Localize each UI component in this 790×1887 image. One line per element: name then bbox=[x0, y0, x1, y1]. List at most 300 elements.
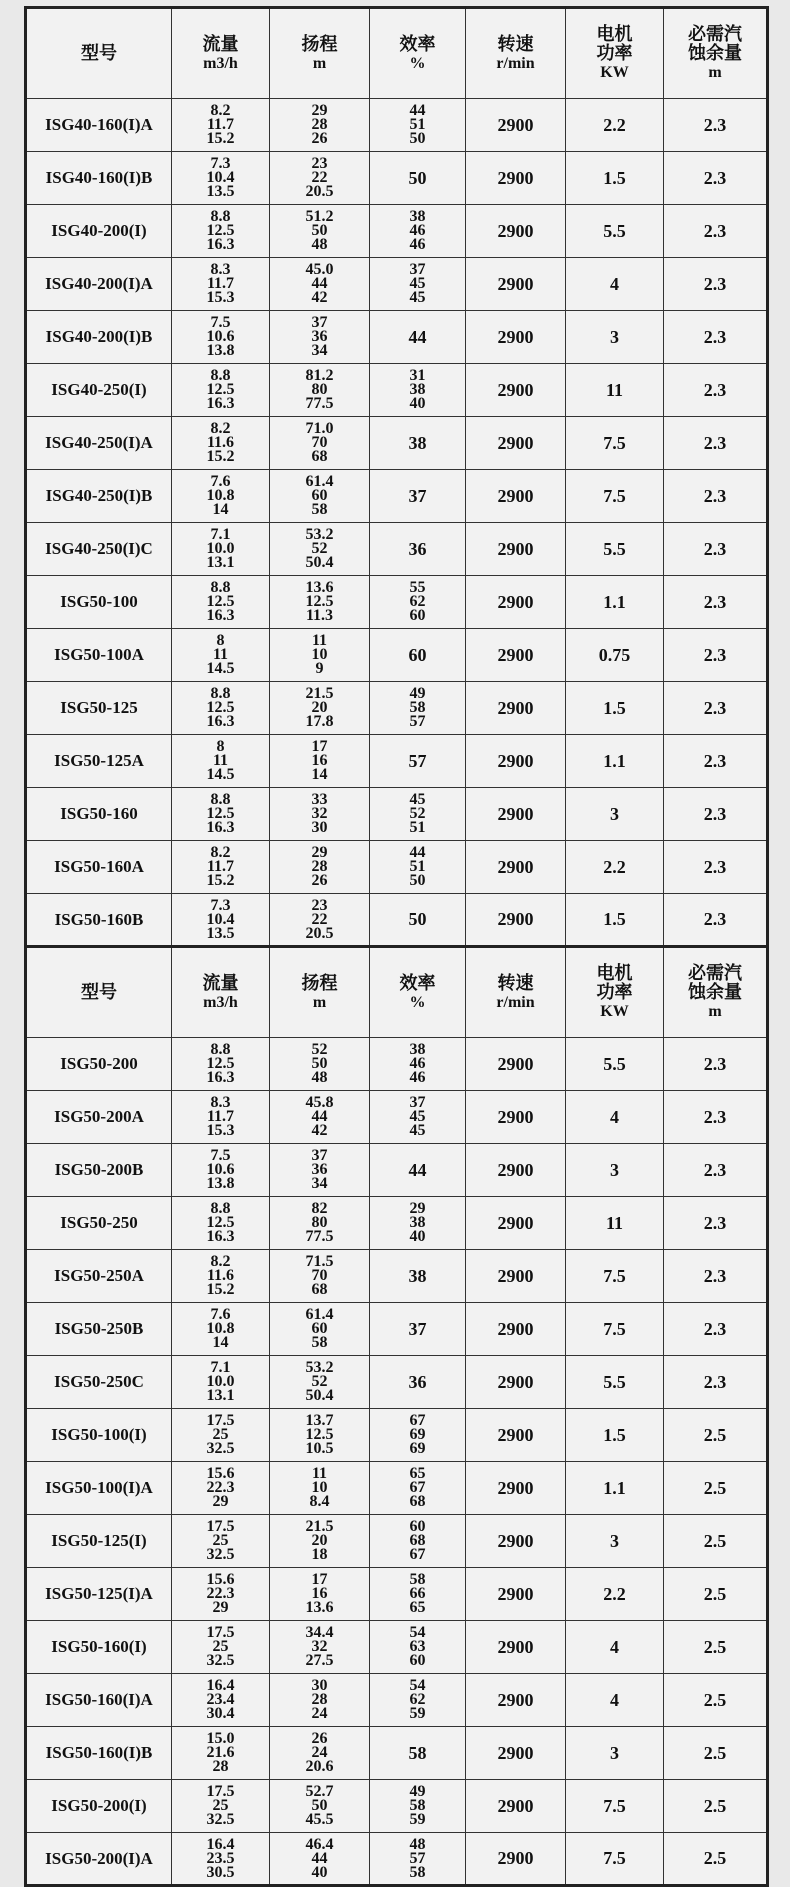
header-line: m bbox=[708, 64, 722, 81]
speed-cell: 2900 bbox=[466, 1727, 566, 1780]
model-cell: ISG50-125 bbox=[26, 682, 172, 735]
head-cell-value: 26 bbox=[311, 872, 328, 889]
flow-cell-value: 16.4 bbox=[206, 1835, 235, 1853]
efficiency-cell-value: 67 bbox=[409, 1479, 426, 1496]
flow-cell-value: 32.5 bbox=[206, 1440, 235, 1457]
head-cell-value: 80 bbox=[311, 381, 328, 398]
efficiency-cell: 36 bbox=[370, 523, 466, 576]
flow-cell bbox=[172, 1303, 270, 1356]
power-cell: 7.5 bbox=[566, 1303, 664, 1356]
efficiency-cell-value: 40 bbox=[409, 395, 426, 412]
flow-cell-value: 10.4 bbox=[206, 910, 235, 928]
head-cell bbox=[270, 1091, 370, 1144]
npsh-cell: 2.3 bbox=[664, 1038, 768, 1091]
head-cell-value: 11 bbox=[311, 1465, 328, 1482]
head-cell-value: 52 bbox=[311, 540, 328, 557]
flow-cell-value: 14.5 bbox=[206, 660, 235, 677]
efficiency-cell-value: 60 bbox=[409, 607, 426, 624]
head-cell-value: 28 bbox=[311, 116, 328, 133]
efficiency-cell: 50 bbox=[370, 152, 466, 205]
table-row bbox=[26, 470, 768, 523]
flow-cell bbox=[172, 1462, 270, 1515]
head-cell-value: 22 bbox=[311, 910, 328, 928]
efficiency-cell bbox=[370, 1674, 466, 1727]
flow-cell-value: 8.8 bbox=[210, 1200, 231, 1217]
efficiency-cell bbox=[370, 841, 466, 894]
flow-cell-value: 14.5 bbox=[206, 766, 235, 783]
head-cell-value: 29 bbox=[311, 102, 328, 119]
power-cell: 0.75 bbox=[566, 629, 664, 682]
table-row bbox=[26, 364, 768, 417]
model-cell: ISG50-100(I) bbox=[26, 1409, 172, 1462]
power-cell: 3 bbox=[566, 788, 664, 841]
efficiency-cell-value: 40 bbox=[409, 1228, 426, 1245]
power-cell: 7.5 bbox=[566, 1833, 664, 1886]
head-cell-value: 58 bbox=[311, 1334, 328, 1351]
power-cell: 4 bbox=[566, 1091, 664, 1144]
header-line: 扬程 bbox=[301, 33, 338, 55]
flow-cell-value: 13.8 bbox=[206, 1175, 235, 1192]
npsh-cell: 2.5 bbox=[664, 1833, 768, 1886]
header-line: 扬程 bbox=[301, 972, 338, 994]
npsh-cell: 2.3 bbox=[664, 258, 768, 311]
model-cell: ISG50-250A bbox=[26, 1250, 172, 1303]
head-cell-value: 20 bbox=[311, 699, 328, 716]
head-cell-value: 17 bbox=[311, 1571, 328, 1588]
flow-cell-value: 12.5 bbox=[206, 805, 235, 822]
flow-cell-value: 12.5 bbox=[206, 699, 235, 716]
table-row bbox=[26, 1197, 768, 1250]
flow-cell-value: 8.2 bbox=[210, 844, 231, 861]
head-cell bbox=[270, 576, 370, 629]
model-cell: ISG50-125A bbox=[26, 735, 172, 788]
head-cell-value: 71.5 bbox=[305, 1253, 334, 1270]
efficiency-cell bbox=[370, 1568, 466, 1621]
head-cell-value: 68 bbox=[311, 1281, 328, 1298]
flow-cell-value: 15.6 bbox=[206, 1571, 235, 1588]
efficiency-cell-value: 68 bbox=[409, 1493, 426, 1510]
head-cell-value: 24 bbox=[311, 1705, 328, 1722]
head-cell-value: 48 bbox=[311, 236, 328, 253]
model-cell: ISG50-100(I)A bbox=[26, 1462, 172, 1515]
efficiency-cell bbox=[370, 788, 466, 841]
npsh-cell: 2.3 bbox=[664, 1144, 768, 1197]
flow-cell bbox=[172, 629, 270, 682]
flow-cell bbox=[172, 1515, 270, 1568]
head-cell-value: 10.5 bbox=[305, 1440, 334, 1457]
flow-cell bbox=[172, 1091, 270, 1144]
efficiency-cell-value: 45 bbox=[409, 1108, 426, 1125]
table-row bbox=[26, 1303, 768, 1356]
head-cell bbox=[270, 417, 370, 470]
flow-cell bbox=[172, 1144, 270, 1197]
head-cell bbox=[270, 1356, 370, 1409]
header-model bbox=[26, 947, 172, 1038]
speed-cell: 2900 bbox=[466, 788, 566, 841]
efficiency-cell bbox=[370, 1515, 466, 1568]
table-body bbox=[26, 99, 768, 947]
flow-cell-value: 8.8 bbox=[210, 208, 231, 225]
head-cell-value: 28 bbox=[311, 1691, 328, 1708]
efficiency-cell-value: 69 bbox=[409, 1426, 426, 1443]
header-line: r/min bbox=[496, 993, 535, 1011]
npsh-cell: 2.3 bbox=[664, 1197, 768, 1250]
flow-cell-value: 10.6 bbox=[206, 1161, 235, 1178]
table-row bbox=[26, 152, 768, 205]
flow-cell bbox=[172, 523, 270, 576]
efficiency-cell-value: 54 bbox=[409, 1624, 426, 1641]
efficiency-cell-value: 51 bbox=[409, 858, 426, 875]
table-row bbox=[26, 682, 768, 735]
head-cell bbox=[270, 1250, 370, 1303]
head-cell-value: 50.4 bbox=[305, 1387, 334, 1404]
npsh-cell: 2.5 bbox=[664, 1462, 768, 1515]
header-line: m bbox=[312, 54, 327, 72]
flow-cell bbox=[172, 417, 270, 470]
npsh-cell: 2.5 bbox=[664, 1409, 768, 1462]
head-cell-value: 22 bbox=[311, 169, 328, 186]
head-cell-value: 80 bbox=[311, 1214, 328, 1231]
head-cell-value: 42 bbox=[311, 1122, 328, 1139]
power-cell: 1.5 bbox=[566, 894, 664, 947]
flow-cell-value: 30.4 bbox=[206, 1705, 235, 1722]
table-row bbox=[26, 629, 768, 682]
head-cell-value: 12.5 bbox=[305, 1426, 334, 1443]
model-cell: ISG50-160A bbox=[26, 841, 172, 894]
flow-cell-value: 15.2 bbox=[206, 448, 235, 465]
speed-cell: 2900 bbox=[466, 1515, 566, 1568]
head-cell-value: 82 bbox=[311, 1200, 328, 1217]
flow-cell-value: 10.0 bbox=[206, 540, 235, 557]
table-row bbox=[26, 894, 768, 947]
speed-cell: 2900 bbox=[466, 1197, 566, 1250]
head-cell-value: 33 bbox=[311, 791, 328, 808]
flow-cell-value: 17.5 bbox=[206, 1783, 235, 1800]
table-row bbox=[26, 1462, 768, 1515]
flow-cell-value: 10.8 bbox=[206, 487, 235, 504]
model-cell: ISG50-160(I)B bbox=[26, 1727, 172, 1780]
npsh-cell: 2.5 bbox=[664, 1568, 768, 1621]
table-row bbox=[26, 1091, 768, 1144]
npsh-cell: 2.5 bbox=[664, 1727, 768, 1780]
npsh-cell: 2.3 bbox=[664, 1091, 768, 1144]
head-cell-value: 32 bbox=[311, 1638, 328, 1655]
model-cell: ISG50-250C bbox=[26, 1356, 172, 1409]
head-cell bbox=[270, 1197, 370, 1250]
flow-cell-value: 23.4 bbox=[206, 1691, 235, 1708]
head-cell-value: 16 bbox=[311, 752, 328, 769]
flow-cell bbox=[172, 1780, 270, 1833]
npsh-cell: 2.3 bbox=[664, 841, 768, 894]
model-cell: ISG50-200(I)A bbox=[26, 1833, 172, 1886]
table-row bbox=[26, 735, 768, 788]
power-cell: 3 bbox=[566, 1727, 664, 1780]
head-cell-value: 27.5 bbox=[305, 1652, 334, 1669]
speed-cell: 2900 bbox=[466, 152, 566, 205]
head-cell-value: 11.3 bbox=[305, 607, 334, 624]
head-cell bbox=[270, 1462, 370, 1515]
power-cell: 7.5 bbox=[566, 1780, 664, 1833]
npsh-cell: 2.3 bbox=[664, 417, 768, 470]
head-cell-value: 23 bbox=[311, 155, 328, 172]
npsh-cell: 2.3 bbox=[664, 682, 768, 735]
power-cell: 1.1 bbox=[566, 576, 664, 629]
efficiency-cell: 58 bbox=[370, 1727, 466, 1780]
model-cell: ISG50-200 bbox=[26, 1038, 172, 1091]
model-cell: ISG40-250(I)B bbox=[26, 470, 172, 523]
header-line: r/min bbox=[496, 54, 535, 72]
speed-cell: 2900 bbox=[466, 1462, 566, 1515]
head-cell bbox=[270, 1568, 370, 1621]
table-row bbox=[26, 1409, 768, 1462]
head-cell-value: 60 bbox=[311, 487, 328, 504]
head-cell bbox=[270, 311, 370, 364]
table-row bbox=[26, 1144, 768, 1197]
flow-cell-value: 8 bbox=[216, 738, 225, 755]
flow-cell-value: 23.5 bbox=[206, 1849, 235, 1867]
flow-cell bbox=[172, 1250, 270, 1303]
flow-cell-value: 7.5 bbox=[210, 314, 231, 331]
header-npsh bbox=[664, 8, 768, 99]
efficiency-cell-value: 51 bbox=[409, 819, 426, 836]
head-cell-value: 61.4 bbox=[305, 473, 334, 490]
speed-cell: 2900 bbox=[466, 205, 566, 258]
header-line: 电机 bbox=[596, 24, 633, 45]
efficiency-cell bbox=[370, 1621, 466, 1674]
header-power bbox=[566, 947, 664, 1038]
table-row bbox=[26, 1038, 768, 1091]
head-cell-value: 45.8 bbox=[305, 1094, 334, 1111]
model-cell: ISG50-200A bbox=[26, 1091, 172, 1144]
speed-cell: 2900 bbox=[466, 1674, 566, 1727]
head-cell-value: 52 bbox=[311, 1041, 328, 1058]
efficiency-cell-value: 38 bbox=[409, 381, 426, 398]
head-cell-value: 21.5 bbox=[305, 1518, 334, 1535]
efficiency-cell-value: 29 bbox=[409, 1200, 426, 1217]
head-cell-value: 8.4 bbox=[309, 1493, 330, 1510]
flow-cell bbox=[172, 1356, 270, 1409]
npsh-cell: 2.3 bbox=[664, 364, 768, 417]
efficiency-cell-value: 58 bbox=[409, 1797, 426, 1814]
power-cell: 5.5 bbox=[566, 205, 664, 258]
head-cell-value: 40 bbox=[311, 1863, 328, 1881]
table-row bbox=[26, 576, 768, 629]
efficiency-cell-value: 58 bbox=[409, 1863, 426, 1881]
head-cell-value: 51.2 bbox=[305, 208, 334, 225]
head-cell-value: 18 bbox=[311, 1546, 328, 1563]
flow-cell bbox=[172, 1568, 270, 1621]
model-cell: ISG50-160 bbox=[26, 788, 172, 841]
flow-cell-value: 7.3 bbox=[210, 896, 231, 914]
head-cell bbox=[270, 894, 370, 947]
npsh-cell: 2.3 bbox=[664, 1303, 768, 1356]
speed-cell: 2900 bbox=[466, 629, 566, 682]
flow-cell-value: 29 bbox=[212, 1493, 229, 1510]
head-cell-value: 28 bbox=[311, 858, 328, 875]
flow-cell-value: 10.0 bbox=[206, 1373, 235, 1390]
model-cell: ISG40-200(I)A bbox=[26, 258, 172, 311]
efficiency-cell bbox=[370, 364, 466, 417]
speed-cell: 2900 bbox=[466, 1833, 566, 1886]
efficiency-cell bbox=[370, 205, 466, 258]
head-cell-value: 50.4 bbox=[305, 554, 334, 571]
table-row bbox=[26, 311, 768, 364]
head-cell bbox=[270, 99, 370, 152]
head-cell-value: 10 bbox=[311, 1479, 328, 1496]
table-row bbox=[26, 788, 768, 841]
head-cell-value: 42 bbox=[311, 289, 328, 306]
power-cell: 3 bbox=[566, 311, 664, 364]
flow-cell-value: 17.5 bbox=[206, 1624, 235, 1641]
speed-cell: 2900 bbox=[466, 99, 566, 152]
efficiency-cell-value: 55 bbox=[409, 579, 426, 596]
flow-cell bbox=[172, 1674, 270, 1727]
table-row bbox=[26, 1727, 768, 1780]
flow-cell bbox=[172, 1621, 270, 1674]
efficiency-cell bbox=[370, 258, 466, 311]
head-cell-value: 61.4 bbox=[305, 1306, 334, 1323]
power-cell: 11 bbox=[566, 1197, 664, 1250]
flow-cell bbox=[172, 258, 270, 311]
flow-cell-value: 16.3 bbox=[206, 236, 235, 253]
flow-cell-value: 15.2 bbox=[206, 872, 235, 889]
head-cell-value: 53.2 bbox=[305, 526, 334, 543]
flow-cell-value: 25 bbox=[212, 1638, 229, 1655]
flow-cell-value: 11 bbox=[212, 752, 229, 769]
head-cell bbox=[270, 735, 370, 788]
power-cell: 1.1 bbox=[566, 1462, 664, 1515]
head-cell-value: 32 bbox=[311, 805, 328, 822]
flow-cell-value: 22.3 bbox=[206, 1585, 235, 1602]
header-speed bbox=[466, 8, 566, 99]
npsh-cell: 2.3 bbox=[664, 152, 768, 205]
flow-cell-value: 17.5 bbox=[206, 1518, 235, 1535]
head-cell-value: 12.5 bbox=[305, 593, 334, 610]
npsh-cell: 2.3 bbox=[664, 629, 768, 682]
header-line: 蚀余量 bbox=[688, 982, 742, 1003]
efficiency-cell-value: 68 bbox=[409, 1532, 426, 1549]
speed-cell: 2900 bbox=[466, 1250, 566, 1303]
efficiency-cell-value: 57 bbox=[409, 713, 426, 730]
model-cell: ISG50-200B bbox=[26, 1144, 172, 1197]
flow-cell-value: 11.7 bbox=[206, 858, 235, 875]
npsh-cell: 2.5 bbox=[664, 1674, 768, 1727]
speed-cell: 2900 bbox=[466, 1568, 566, 1621]
flow-cell-value: 8.8 bbox=[210, 367, 231, 384]
model-cell: ISG50-100 bbox=[26, 576, 172, 629]
power-cell: 2.2 bbox=[566, 99, 664, 152]
efficiency-cell-value: 49 bbox=[409, 1783, 426, 1800]
head-cell bbox=[270, 1409, 370, 1462]
flow-cell-value: 8.3 bbox=[210, 1094, 231, 1111]
head-cell-value: 13.6 bbox=[305, 579, 334, 596]
efficiency-cell-value: 38 bbox=[409, 1214, 426, 1231]
efficiency-cell-value: 49 bbox=[409, 685, 426, 702]
flow-cell bbox=[172, 576, 270, 629]
head-cell bbox=[270, 1515, 370, 1568]
flow-cell bbox=[172, 1727, 270, 1780]
head-cell-value: 20.6 bbox=[305, 1758, 334, 1775]
efficiency-cell-value: 66 bbox=[409, 1585, 426, 1602]
header-line: 蚀余量 bbox=[688, 43, 742, 64]
npsh-cell: 2.3 bbox=[664, 205, 768, 258]
efficiency-cell bbox=[370, 682, 466, 735]
efficiency-cell-value: 62 bbox=[409, 593, 426, 610]
speed-cell: 2900 bbox=[466, 1780, 566, 1833]
flow-cell-value: 7.1 bbox=[210, 1359, 231, 1376]
head-cell bbox=[270, 1038, 370, 1091]
head-cell-value: 20.5 bbox=[305, 924, 334, 942]
npsh-cell: 2.5 bbox=[664, 1515, 768, 1568]
power-cell: 3 bbox=[566, 1144, 664, 1197]
efficiency-cell-value: 46 bbox=[409, 1055, 426, 1072]
flow-cell-value: 15.2 bbox=[206, 130, 235, 147]
head-cell bbox=[270, 682, 370, 735]
flow-cell-value: 10.8 bbox=[206, 1320, 235, 1337]
flow-cell-value: 13.5 bbox=[206, 924, 235, 942]
efficiency-cell-value: 65 bbox=[409, 1465, 426, 1482]
speed-cell: 2900 bbox=[466, 1144, 566, 1197]
flow-cell-value: 10.4 bbox=[206, 169, 235, 186]
npsh-cell: 2.3 bbox=[664, 735, 768, 788]
flow-cell-value: 12.5 bbox=[206, 381, 235, 398]
head-cell-value: 17 bbox=[311, 738, 328, 755]
model-cell: ISG50-160(I) bbox=[26, 1621, 172, 1674]
model-cell: ISG50-250 bbox=[26, 1197, 172, 1250]
flow-cell bbox=[172, 1409, 270, 1462]
efficiency-cell-value: 45 bbox=[409, 289, 426, 306]
flow-cell bbox=[172, 682, 270, 735]
header-line: KW bbox=[600, 1003, 629, 1020]
efficiency-cell: 36 bbox=[370, 1356, 466, 1409]
spec-table-1 bbox=[24, 6, 769, 948]
header-line: 功率 bbox=[596, 43, 633, 64]
flow-cell-value: 13.8 bbox=[206, 342, 235, 359]
power-cell: 2.2 bbox=[566, 1568, 664, 1621]
flow-cell bbox=[172, 364, 270, 417]
table-row bbox=[26, 1568, 768, 1621]
flow-cell bbox=[172, 205, 270, 258]
head-cell-value: 50 bbox=[311, 1797, 328, 1814]
efficiency-cell: 37 bbox=[370, 1303, 466, 1356]
head-cell-value: 36 bbox=[311, 328, 328, 345]
efficiency-cell-value: 46 bbox=[409, 236, 426, 253]
header-row bbox=[26, 947, 768, 1038]
flow-cell-value: 13.1 bbox=[206, 554, 235, 571]
power-cell: 7.5 bbox=[566, 470, 664, 523]
head-cell-value: 34.4 bbox=[305, 1624, 334, 1641]
flow-cell bbox=[172, 788, 270, 841]
efficiency-cell-value: 46 bbox=[409, 1069, 426, 1086]
head-cell-value: 30 bbox=[311, 1677, 328, 1694]
head-cell-value: 46.4 bbox=[305, 1835, 334, 1853]
header-line: 功率 bbox=[596, 982, 633, 1003]
head-cell-value: 16 bbox=[311, 1585, 328, 1602]
flow-cell bbox=[172, 841, 270, 894]
head-cell-value: 60 bbox=[311, 1320, 328, 1337]
flow-cell bbox=[172, 311, 270, 364]
speed-cell: 2900 bbox=[466, 735, 566, 788]
flow-cell-value: 28 bbox=[212, 1758, 229, 1775]
head-cell bbox=[270, 470, 370, 523]
table-row bbox=[26, 1621, 768, 1674]
efficiency-cell: 37 bbox=[370, 470, 466, 523]
model-cell: ISG50-250B bbox=[26, 1303, 172, 1356]
speed-cell: 2900 bbox=[466, 1356, 566, 1409]
head-cell-value: 48 bbox=[311, 1069, 328, 1086]
head-cell bbox=[270, 1621, 370, 1674]
speed-cell: 2900 bbox=[466, 841, 566, 894]
